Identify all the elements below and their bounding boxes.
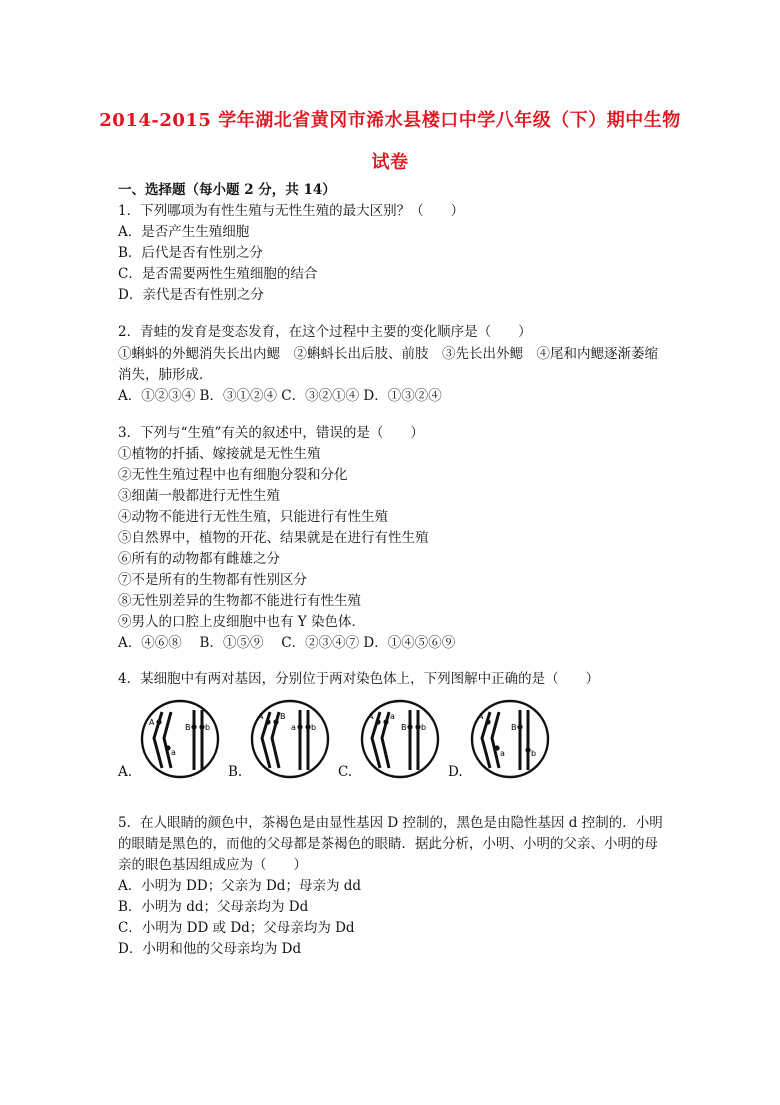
gene-label-A: A: [478, 712, 484, 721]
exam-title-line1: 2014-2015 学年湖北省黄冈市浠水县楼口中学八年级（下）期中生物: [99, 110, 681, 131]
q5-stem: 5．在人眼睛的颜色中，茶褐色是由显性基因 D 控制的，黑色是由隐性基因 d 控制的．小明: [118, 815, 663, 831]
cell-diagram-c: [358, 698, 442, 780]
q5-option-b: B．小明为 dd；父母亲均为 Dd: [118, 899, 309, 915]
q3-item-4: ④动物不能进行无性生殖，只能进行有性生殖: [118, 509, 388, 525]
section-heading: 一、选择题（每小题 2 分，共 14）: [118, 182, 336, 198]
gene-label-a: a: [390, 712, 395, 721]
q4-label-b: B.: [228, 764, 243, 780]
q3-item-5: ⑤自然界中，植物的开花、结果就是在进行有性生殖: [118, 530, 429, 546]
q5-option-d: D．小明和他的父母亲均为 Dd: [118, 941, 302, 957]
q3-item-9: ⑨男人的口腔上皮细胞中也有 Y 染色体．: [118, 614, 365, 630]
gene-label-B: B: [280, 712, 286, 721]
exam-title-line2: 试卷: [371, 152, 409, 173]
gene-label-a: a: [171, 748, 176, 757]
q1-option-a: A．是否产生生殖细胞: [118, 224, 250, 240]
q2-options: A．①②③④ B．③①②④ C．③②①④ D．①③②④: [118, 388, 442, 404]
q3-item-8: ⑧无性别差异的生物都不能进行有性生殖: [118, 593, 361, 609]
q1-option-d: D．亲代是否有性别之分: [118, 287, 264, 303]
q3-options: A．④⑥⑧ B．①⑤⑨ C．②③④⑦ D．①④⑤⑥⑨: [118, 635, 456, 651]
gene-label-b: b: [531, 749, 537, 758]
q5-option-c: C．小明为 DD 或 Dd；父母亲均为 Dd: [118, 920, 355, 936]
gene-label-a: a: [291, 723, 296, 732]
q4-label-d: D.: [448, 764, 463, 780]
gene-label-B: B: [511, 723, 517, 732]
gene-label-B: B: [401, 723, 407, 732]
q2-stem: 2．青蛙的发育是变态发育，在这个过程中主要的变化顺序是（ ）: [118, 324, 532, 340]
q1-option-c: C．是否需要两性生殖细胞的结合: [118, 266, 318, 282]
q5-text-line3: 亲的眼色基因组成应为（ ）: [118, 857, 307, 873]
q1-option-b: B．后代是否有性别之分: [118, 245, 263, 261]
q4-stem: 4．某细胞中有两对基因，分别位于两对染色体上，下列图解中正确的是（ ）: [118, 671, 600, 687]
cell-diagram-a: [138, 698, 222, 780]
q4-label-a: A.: [118, 764, 133, 780]
cell-diagram-d: [468, 698, 552, 780]
cell-diagram-b: [248, 698, 332, 780]
gene-label-b: b: [421, 723, 427, 732]
q2-text-line2: ①蝌蚪的外鳃消失长出内鳃 ②蝌蚪长出后肢、前肢 ③先长出外鳃 ④尾和内鳃逐渐萎缩: [118, 346, 658, 362]
q5-text-line2: 的眼睛是黑色的，而他的父母都是茶褐色的眼睛．据此分析，小明、小明的父亲、小明的母: [118, 836, 658, 852]
gene-label-A: A: [258, 712, 264, 721]
q3-stem: 3．下列与“生殖”有关的叙述中，错误的是（ ）: [118, 425, 424, 441]
gene-label-A: A: [149, 718, 155, 727]
gene-label-b: b: [311, 723, 317, 732]
q3-item-6: ⑥所有的动物都有雌雄之分: [118, 551, 280, 567]
q4-label-c: C.: [338, 764, 353, 780]
gene-label-A: A: [368, 712, 374, 721]
q3-item-1: ①植物的扦插、嫁接就是无性生殖: [118, 446, 321, 462]
q3-item-3: ③细菌一般都进行无性生殖: [118, 488, 280, 504]
q2-text-line3: 消失，肺形成．: [118, 367, 213, 383]
q3-item-2: ②无性生殖过程中也有细胞分裂和分化: [118, 467, 348, 483]
q5-option-a: A．小明为 DD；父亲为 Dd；母亲为 dd: [118, 878, 362, 894]
gene-label-B: B: [185, 723, 191, 732]
gene-label-b: b: [205, 723, 211, 732]
gene-label-a: a: [500, 749, 505, 758]
q3-item-7: ⑦不是所有的生物都有性别区分: [118, 572, 307, 588]
q1-stem: 1．下列哪项为有性生殖与无性生殖的最大区别？（ ）: [118, 203, 465, 219]
